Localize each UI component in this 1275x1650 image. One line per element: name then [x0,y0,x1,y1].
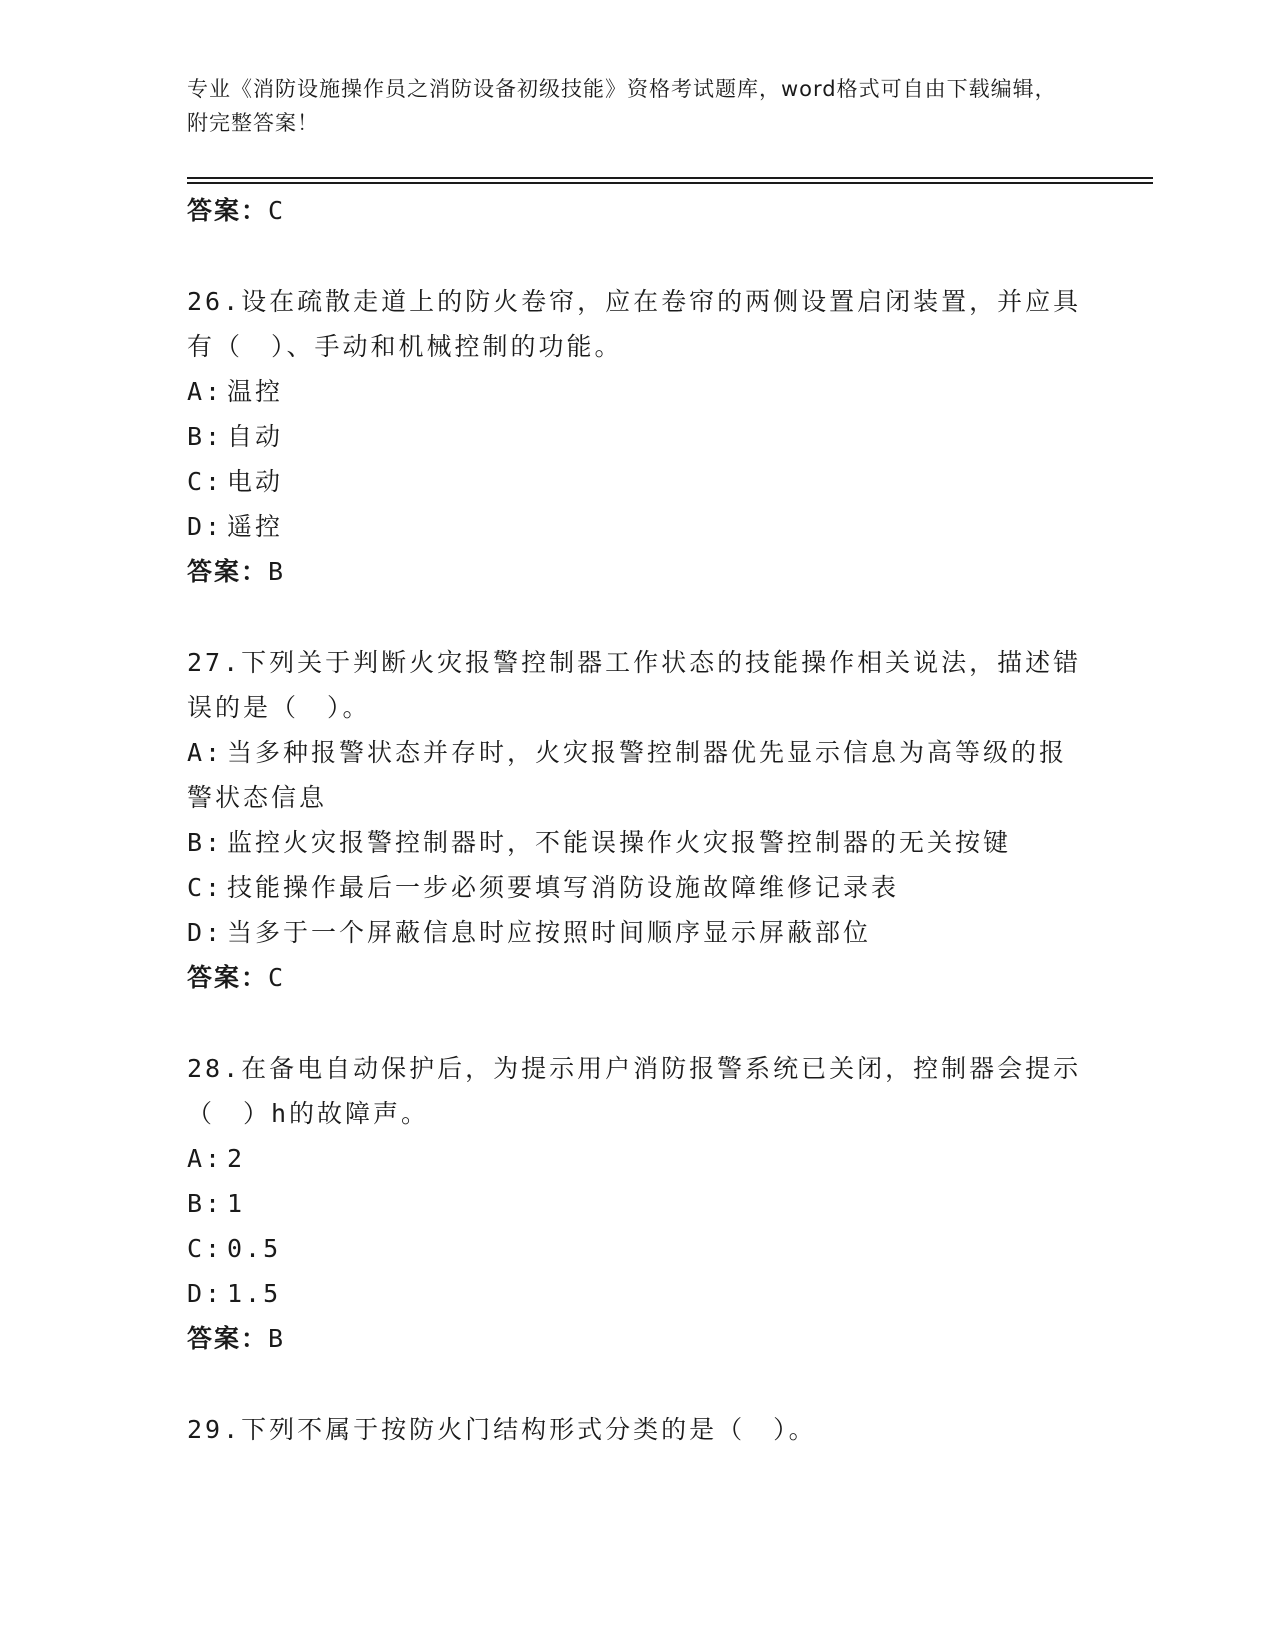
answer-line [187,549,1087,594]
question-stem: 29.下列不属于按防火门结构形式分类的是（ ）。 [187,1415,817,1444]
header-text: 专业《消防设施操作员之消防设备初级技能》资格考试题库，word格式可自由下载编辑，附完整答案！ [187,77,1057,135]
question-29 [187,1407,1087,1452]
option-b: B: 监控火灾报警控制器时，不能误操作火灾报警控制器的无关按键 [187,828,1012,857]
question-26 [187,279,1087,594]
document-header [187,72,1067,140]
option-c: C: 技能操作最后一步必须要填写消防设施故障维修记录表 [187,873,900,902]
answer-prefix: 答案： [187,196,269,225]
question-stem: 28.在备电自动保护后，为提示用户消防报警系统已关闭，控制器会提示（ ）h的故障声。 [187,1054,1082,1128]
answer-value: B [268,557,286,586]
option-d: D: 当多于一个屏蔽信息时应按照时间顺序显示屏蔽部位 [187,918,872,947]
option-c: C: 0.5 [187,1234,282,1263]
answer-line [187,188,1087,233]
question-list [187,188,1087,1452]
question-27 [187,640,1087,1000]
option-a: A: 温控 [187,377,284,406]
option-a: A: 当多种报警状态并存时，火灾报警控制器优先显示信息为高等级的报警状态信息 [187,738,1068,812]
option-b: B: 1 [187,1189,246,1218]
answer-line [187,955,1087,1000]
answer-value: B [268,1324,286,1353]
answer-prefix: 答案： [187,557,269,586]
header-divider-top [187,177,1153,179]
option-d: D: 1.5 [187,1279,282,1308]
question-stem: 26.设在疏散走道上的防火卷帘，应在卷帘的两侧设置启闭装置，并应具有（ ）、手动和机械控制的功能。 [187,287,1082,361]
option-c: C: 电动 [187,467,284,496]
question-stem: 27.下列关于判断火灾报警控制器工作状态的技能操作相关说法，描述错误的是（ ）。 [187,648,1082,722]
header-divider-bottom [187,182,1153,184]
answer-line [187,1316,1087,1361]
answer-prefix: 答案： [187,963,269,992]
option-a: A: 2 [187,1144,246,1173]
answer-value: C [268,963,286,992]
option-d: D: 遥控 [187,512,284,541]
answer-prefix: 答案： [187,1324,269,1353]
option-b: B: 自动 [187,422,284,451]
answer-value: C [268,196,286,225]
question-28 [187,1046,1087,1361]
